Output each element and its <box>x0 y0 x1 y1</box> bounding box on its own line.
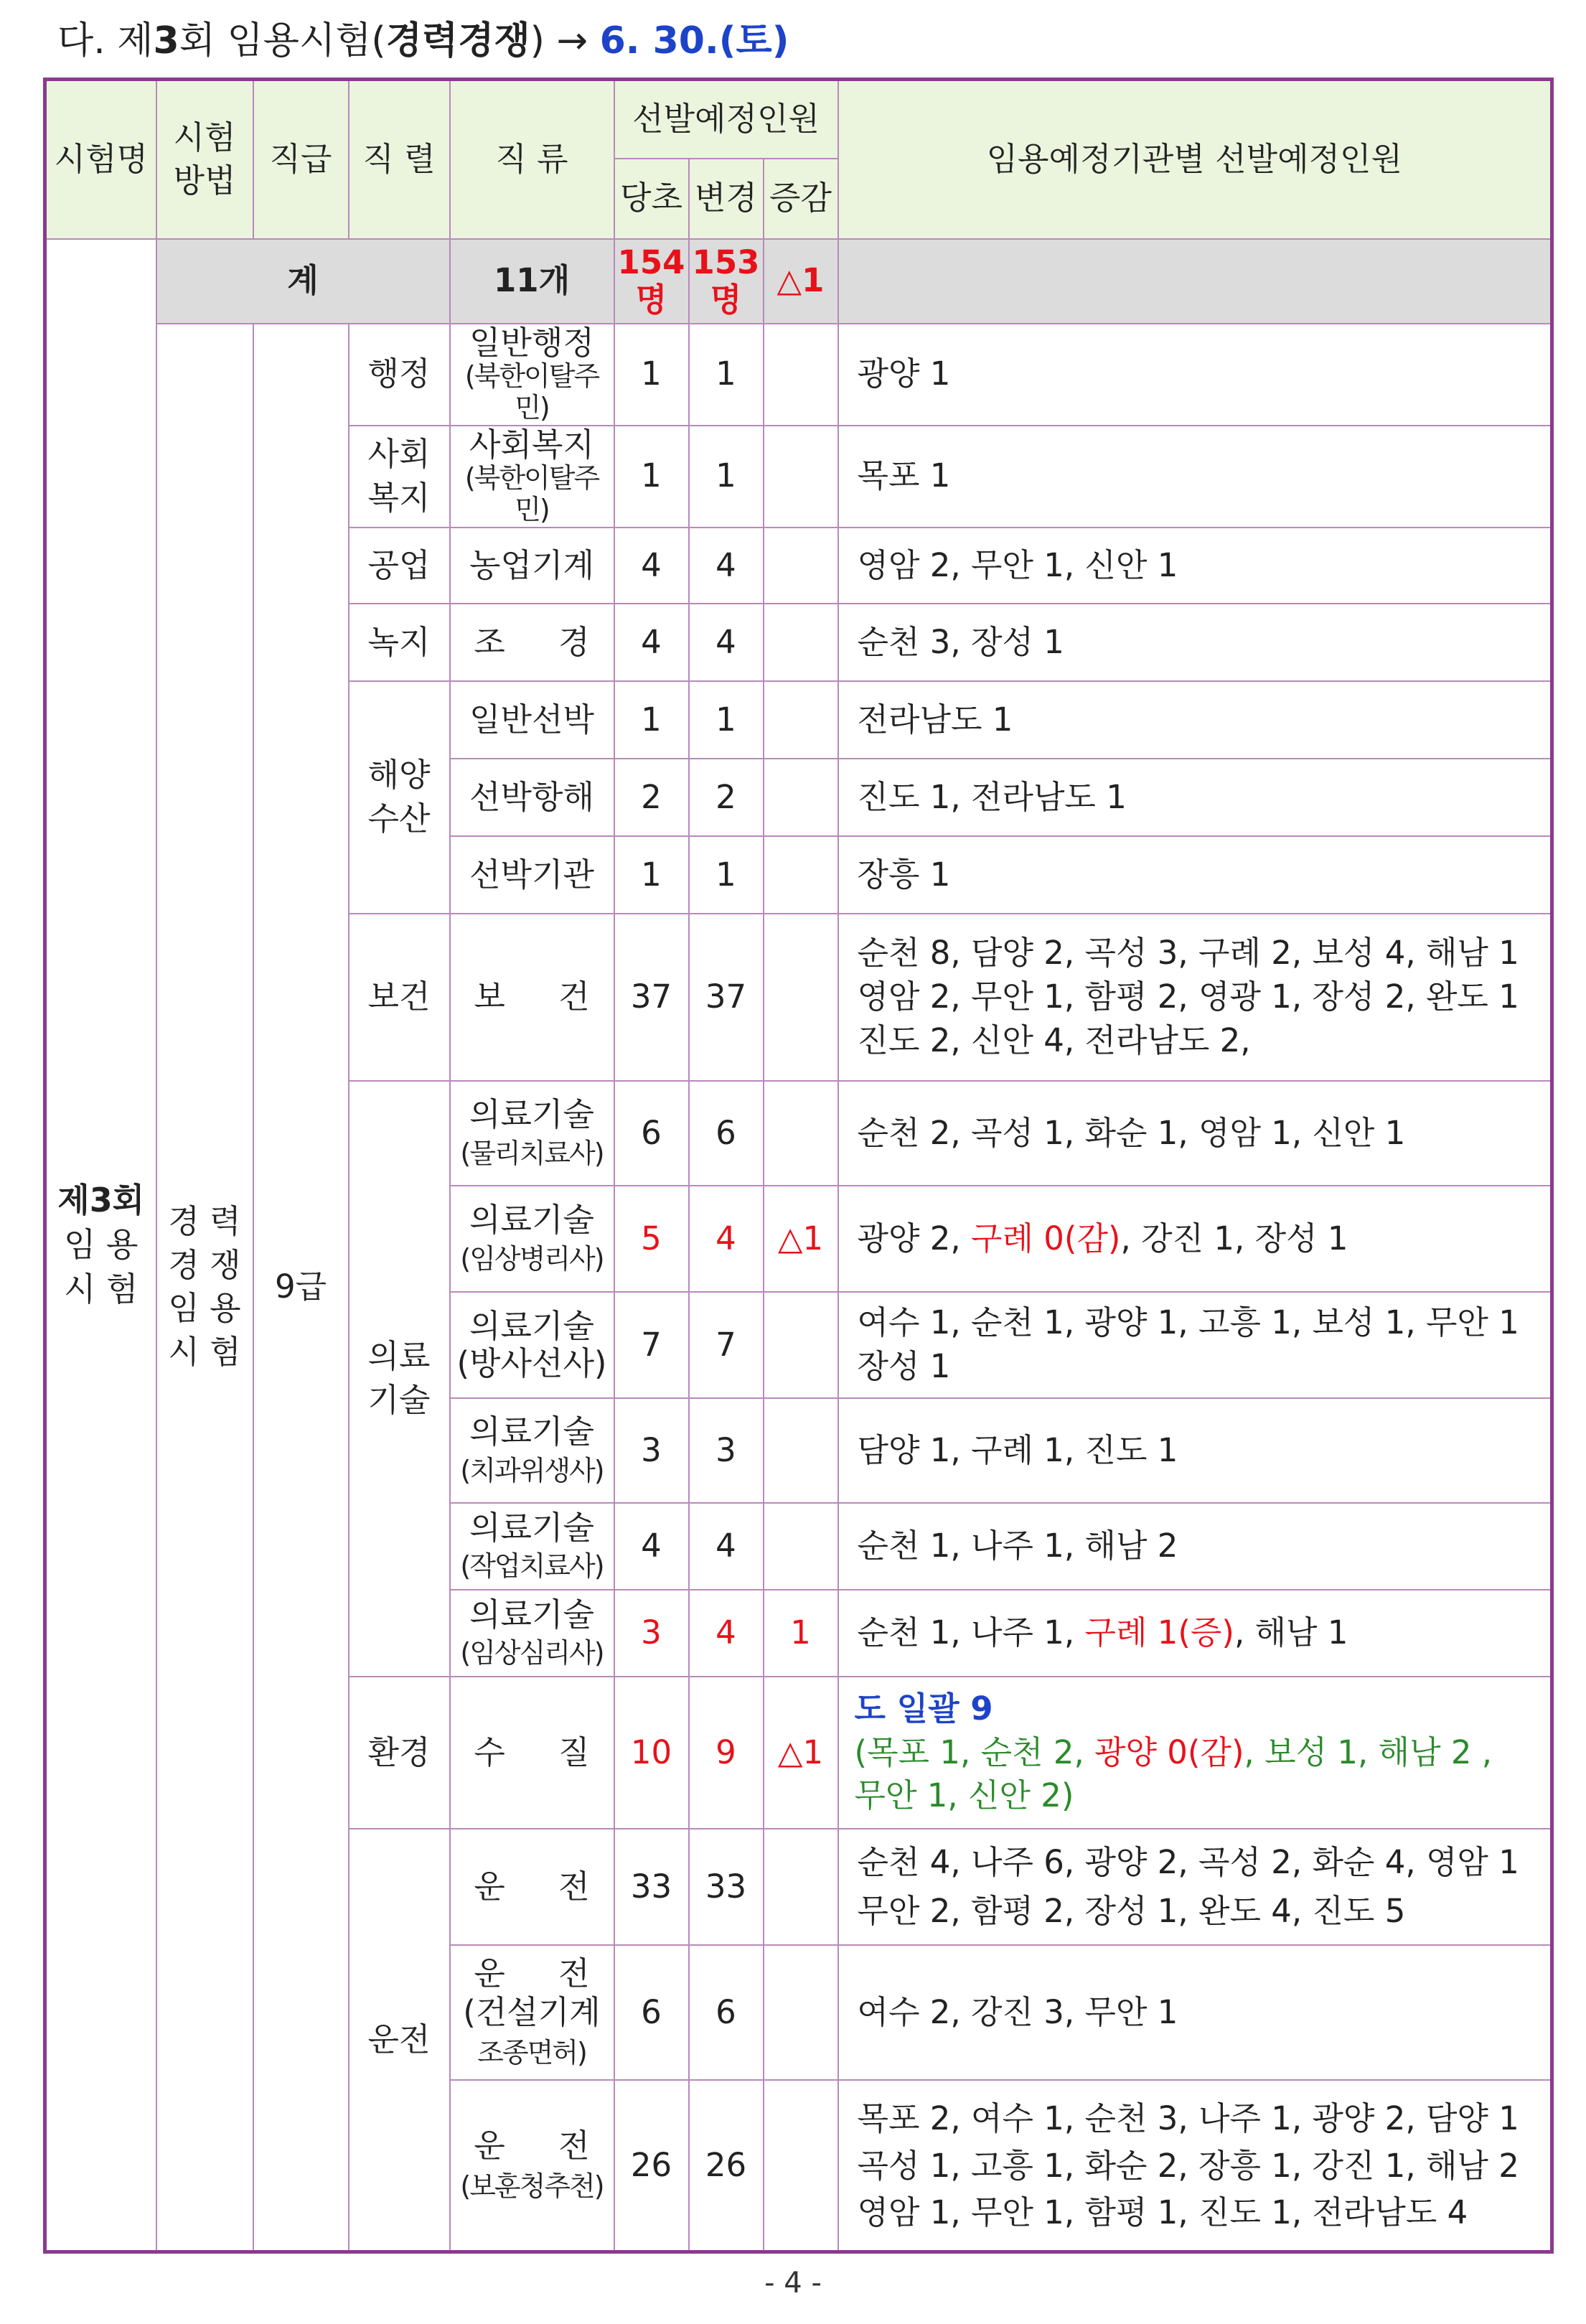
category-cell: 운 전 <box>450 1829 614 1945</box>
series-env: 환경 <box>349 1677 450 1829</box>
agencies-cell: 순천 1, 나주 1, 해남 2 <box>838 1503 1552 1590</box>
delta-cell <box>764 1829 838 1945</box>
changed-cell: 4 <box>689 528 764 604</box>
delta-cell <box>764 1398 838 1503</box>
header-category: 직 류 <box>450 80 614 239</box>
initial-cell: 4 <box>614 604 689 681</box>
delta-cell <box>764 681 838 759</box>
grade-cell: 9급 <box>253 324 349 2252</box>
changed-cell: 26 <box>689 2080 764 2252</box>
section-heading: 다. 제3회 임용시험(경력경쟁) → 6. 30.(토) <box>57 19 789 62</box>
delta-cell: 1 <box>764 1590 838 1677</box>
category-cell: 일반행정 (북한이탈주민) <box>450 324 614 426</box>
agencies-cell: 여수 1, 순천 1, 광양 1, 고흥 1, 보성 1, 무안 1 장성 1 <box>838 1292 1552 1398</box>
changed-cell: 1 <box>689 324 764 426</box>
category-cell: 의료기술 (임상심리사) <box>450 1590 614 1677</box>
delta-cell <box>764 1945 838 2080</box>
delta-cell <box>764 2080 838 2252</box>
delta-cell: △1 <box>764 1677 838 1829</box>
exam-date: 6. 30.(토) <box>599 19 789 62</box>
changed-cell: 6 <box>689 1945 764 2080</box>
initial-cell: 6 <box>614 1945 689 2080</box>
delta-cell <box>764 759 838 836</box>
changed-cell: 37 <box>689 914 764 1081</box>
category-cell: 선박기관 <box>450 836 614 914</box>
header-method: 시험 방법 <box>156 80 253 239</box>
total-label: 계 <box>156 239 450 324</box>
changed-cell: 1 <box>689 426 764 528</box>
changed-cell: 1 <box>689 681 764 759</box>
initial-cell: 1 <box>614 836 689 914</box>
changed-cell: 9 <box>689 1677 764 1829</box>
changed-cell: 6 <box>689 1081 764 1186</box>
series-health: 보건 <box>349 914 450 1081</box>
category-cell: 사회복지 (북한이탈주민) <box>450 426 614 528</box>
changed-cell: 4 <box>689 1590 764 1677</box>
header-grade: 직급 <box>253 80 349 239</box>
category-cell: 의료기술 (작업치료사) <box>450 1503 614 1590</box>
initial-cell: 26 <box>614 2080 689 2252</box>
series-green: 녹지 <box>349 604 450 681</box>
agencies-cell: 순천 4, 나주 6, 광양 2, 곡성 2, 화순 4, 영암 1 무안 2, 함평 2, 장성 1, 완도 4, 진도 5 <box>838 1829 1552 1945</box>
table-row <box>45 324 1552 426</box>
initial-cell: 37 <box>614 914 689 1081</box>
changed-cell: 4 <box>689 1186 764 1292</box>
changed-cell: 1 <box>689 836 764 914</box>
agencies-cell: 여수 2, 강진 3, 무안 1 <box>838 1945 1552 2080</box>
total-initial: 154 명 <box>614 239 689 324</box>
header-delta: 증감 <box>764 159 838 239</box>
category-cell: 운 전 (건설기계 조종면허) <box>450 1945 614 2080</box>
category-cell: 의료기술 (임상병리사) <box>450 1186 614 1292</box>
category-cell: 선박항해 <box>450 759 614 836</box>
changed-cell: 33 <box>689 1829 764 1945</box>
changed-cell: 2 <box>689 759 764 836</box>
agencies-cell: 영암 2, 무안 1, 신안 1 <box>838 528 1552 604</box>
delta-cell <box>764 528 838 604</box>
category-cell: 의료기술 (치과위생사) <box>450 1398 614 1503</box>
category-cell: 보 건 <box>450 914 614 1081</box>
agencies-cell: 장흥 1 <box>838 836 1552 914</box>
initial-cell: 1 <box>614 324 689 426</box>
agencies-cell: 담양 1, 구례 1, 진도 1 <box>838 1398 1552 1503</box>
delta-cell <box>764 1081 838 1186</box>
delta-cell <box>764 1503 838 1590</box>
series-medtech: 의료 기술 <box>349 1081 450 1677</box>
category-cell: 수 질 <box>450 1677 614 1829</box>
selection-table <box>43 78 1554 2254</box>
arrow-icon: → <box>556 19 588 62</box>
delta-cell <box>764 604 838 681</box>
agencies-cell: 순천 2, 곡성 1, 화순 1, 영암 1, 신안 1 <box>838 1081 1552 1186</box>
agencies-cell: 전라남도 1 <box>838 681 1552 759</box>
selection-table-wrapper <box>43 78 1550 2254</box>
changed-cell: 7 <box>689 1292 764 1398</box>
header-series: 직 렬 <box>349 80 450 239</box>
initial-cell: 4 <box>614 528 689 604</box>
total-delta: △1 <box>764 239 838 324</box>
header-by-agency: 임용예정기관별 선발예정인원 <box>838 80 1552 239</box>
category-cell: 운 전 (보훈청추천) <box>450 2080 614 2252</box>
header-initial: 당초 <box>614 159 689 239</box>
method-cell: 경 력 경 쟁 임 용 시 험 <box>156 324 253 2252</box>
agencies-cell: 광양 2, 구례 0(감), 강진 1, 장성 1 <box>838 1186 1552 1292</box>
header-planned: 선발예정인원 <box>614 80 838 159</box>
initial-cell: 33 <box>614 1829 689 1945</box>
total-changed: 153 명 <box>689 239 764 324</box>
agencies-cell: 순천 8, 담양 2, 곡성 3, 구례 2, 보성 4, 해남 1 영암 2, 무안 1, 함평 2, 영광 1, 장성 2, 완도 1 진도 2, 신안 4, 전라남도 2, <box>838 914 1552 1081</box>
delta-cell: △1 <box>764 1186 838 1292</box>
initial-cell: 6 <box>614 1081 689 1186</box>
initial-cell: 3 <box>614 1398 689 1503</box>
series-welfare: 사회 복지 <box>349 426 450 528</box>
changed-cell: 4 <box>689 604 764 681</box>
changed-cell: 4 <box>689 1503 764 1590</box>
exam-name-cell: 제3회 임 용 시 험 <box>45 239 156 2252</box>
initial-cell: 3 <box>614 1590 689 1677</box>
series-admin: 행정 <box>349 324 450 426</box>
agencies-cell: 진도 1, 전라남도 1 <box>838 759 1552 836</box>
delta-cell <box>764 324 838 426</box>
header-changed: 변경 <box>689 159 764 239</box>
category-cell: 일반선박 <box>450 681 614 759</box>
initial-cell: 1 <box>614 426 689 528</box>
category-cell: 의료기술 (물리치료사) <box>450 1081 614 1186</box>
initial-cell: 1 <box>614 681 689 759</box>
agencies-cell: 도 일괄 9 (목포 1, 순천 2, 광양 0(감), 보성 1, 해남 2 , 무안 1, 신안 2) <box>838 1677 1552 1829</box>
agencies-cell: 목포 1 <box>838 426 1552 528</box>
category-cell: 조 경 <box>450 604 614 681</box>
series-drive: 운전 <box>349 1829 450 2252</box>
total-row <box>45 239 1552 324</box>
initial-cell: 2 <box>614 759 689 836</box>
initial-cell: 5 <box>614 1186 689 1292</box>
initial-cell: 7 <box>614 1292 689 1398</box>
agencies-cell: 광양 1 <box>838 324 1552 426</box>
initial-cell: 4 <box>614 1503 689 1590</box>
agencies-cell: 순천 3, 장성 1 <box>838 604 1552 681</box>
series-industry: 공업 <box>349 528 450 604</box>
header-exam-name: 시험명 <box>45 80 156 239</box>
agencies-cell: 순천 1, 나주 1, 구례 1(증), 해남 1 <box>838 1590 1552 1677</box>
category-cell: 의료기술 (방사선사) <box>450 1292 614 1398</box>
initial-cell: 10 <box>614 1677 689 1829</box>
changed-cell: 3 <box>689 1398 764 1503</box>
delta-cell <box>764 836 838 914</box>
total-count: 11개 <box>450 239 614 324</box>
delta-cell <box>764 1292 838 1398</box>
total-agencies <box>838 239 1552 324</box>
category-cell: 농업기계 <box>450 528 614 604</box>
delta-cell <box>764 914 838 1081</box>
page-number: - 4 - <box>764 2267 822 2300</box>
agencies-cell: 목포 2, 여수 1, 순천 3, 나주 1, 광양 2, 담양 1 곡성 1, 고흥 1, 화순 2, 장흥 1, 강진 1, 해남 2 영암 1, 무안 1, 함평 1, 진도 1, 전라남도 4 <box>838 2080 1552 2252</box>
series-marine: 해양 수산 <box>349 681 450 914</box>
delta-cell <box>764 426 838 528</box>
